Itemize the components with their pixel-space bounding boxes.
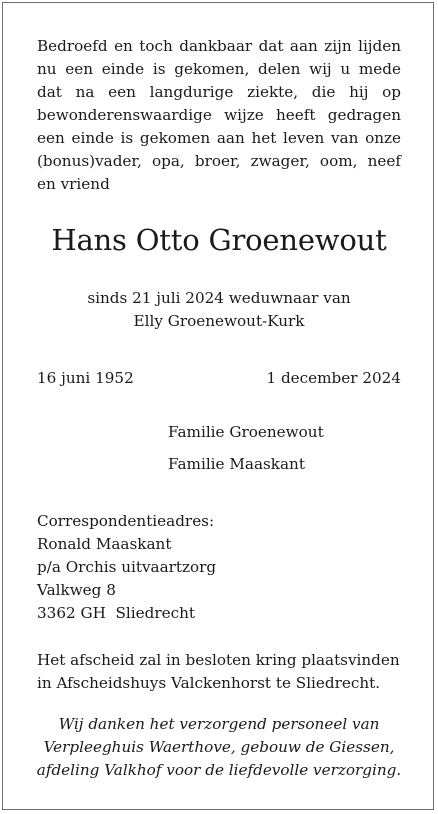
spouse-name: Elly Groenewout-Kurk (133, 312, 305, 330)
farewell-line: in Afscheidshuys Valckenhorst te Sliedrecht. (37, 674, 381, 692)
farewell-notice (37, 649, 400, 695)
thanks-line: Verpleeghuis Waerthove, gebouw de Giessen, (43, 738, 395, 756)
death-date: 1 december 2024 (266, 369, 401, 387)
thanks-note (0, 713, 438, 782)
widower-statement (0, 287, 438, 333)
intro-line: bewonderenswaardige wijze heeft gedragen (37, 106, 401, 124)
family-name: Familie Maaskant (168, 455, 305, 473)
address-heading: Correspondentieadres: (37, 512, 215, 530)
intro-line: dat na een langdurige ziekte, die hij op (37, 83, 401, 101)
address-city: 3362 GH Sliedrecht (37, 604, 195, 622)
intro-line: (bonus)vader, opa, broer, zwager, oom, neef (37, 152, 401, 170)
address-street: Valkweg 8 (37, 581, 116, 599)
correspondence-address (37, 510, 216, 625)
farewell-line: Het afscheid zal in besloten kring plaatsvinden (37, 651, 400, 669)
intro-line: een einde is gekomen aan het leven van onze (37, 129, 401, 147)
address-name: Ronald Maaskant (37, 535, 172, 553)
address-care-of: p/a Orchis uitvaartzorg (37, 558, 217, 576)
thanks-line: Wij danken het verzorgend personeel van (58, 715, 380, 733)
family-name: Familie Groenewout (168, 423, 324, 441)
intro-paragraph (37, 35, 401, 196)
thanks-line: afdeling Valkhof voor de liefdevolle verzorging. (36, 761, 402, 779)
intro-line: en vriend (37, 175, 110, 193)
widower-line: sinds 21 juli 2024 weduwnaar van (87, 289, 351, 307)
intro-line: Bedroefd en toch dankbaar dat aan zijn lijden (37, 37, 401, 55)
birth-date: 16 juni 1952 (37, 369, 134, 387)
intro-line: nu een einde is gekomen, delen wij u mede (37, 60, 401, 78)
deceased-name: Hans Otto Groenewout (51, 223, 387, 257)
